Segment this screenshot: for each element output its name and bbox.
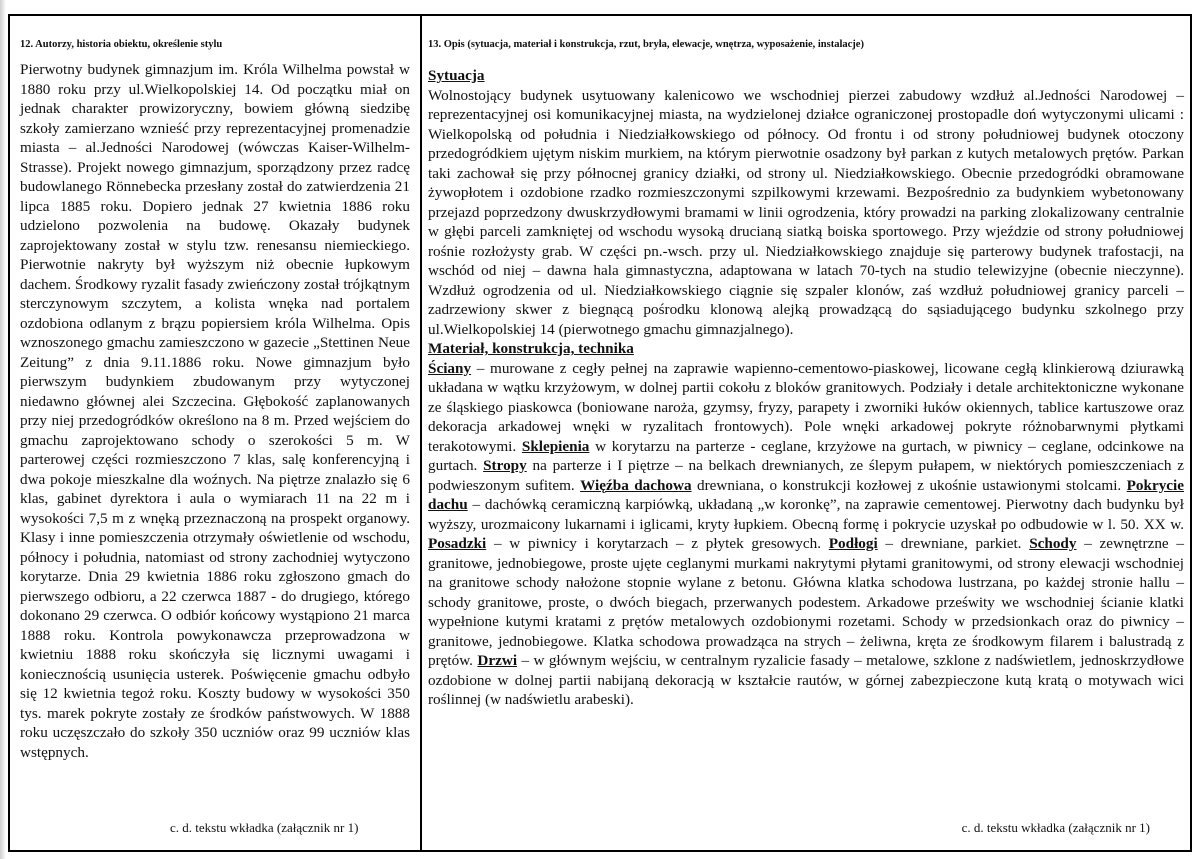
doors-keyword: Drzwi	[477, 652, 518, 669]
floors-keyword: Posadzki	[428, 535, 487, 552]
truss-keyword: Więźba dachowa	[580, 476, 692, 494]
truss-text: drewniana, o konstrukcji kozłowej z ukośnie ustawionymi stolcami.	[691, 476, 1127, 494]
material-heading: Materiał, konstrukcja, technika	[428, 340, 634, 357]
ceilings-text: na parterze i I piętrze – na belkach drewnianych, ze ślepym pułapem, w niektórych pomieszczeniach z podwieszonym sufitem.	[428, 457, 1184, 494]
ceilings-keyword: Stropy	[483, 457, 527, 474]
roof-text: – dachówką ceramiczną karpiówką, układaną „w koronkę”, na zaprawie cementowej. Pierwotny dach budynku był wyższy, urozmaicony lukarnami i iglicami, kryty łupkiem. Obecną formę i pokrycie uzyskał po odbudowie w l. 50. XX w.	[428, 496, 1184, 533]
walls-keyword: Ściany	[428, 359, 472, 377]
scan-edge-shadow	[0, 0, 6, 859]
material-paragraph	[428, 359, 1184, 710]
walls-text: – murowane z cegły pełnej na zaprawie wapienno-cementowo-piaskowej, licowane cegłą klinkierową dziurawką układana w wątku krzyżowym, w dolnej partii cokołu z bloków granitowych. Podziały i detale architektoniczne wykonane ze śląskiego piaskowca (boniowane naroża, gzymsy, fryzy, parapety i zworniki łuków okiennych, tablice kartuszowe oraz dekoracja arkadowej wnęki w ryzalitach frontowych). Pole wnęki arkadowej pokryte różnobarwnymi płytkami terakotowymi.	[428, 359, 1184, 455]
vaults-keyword: Sklepienia	[521, 437, 590, 455]
stairs-keyword: Schody	[1029, 535, 1077, 552]
description-text-block	[428, 66, 1184, 710]
section-12-header: 12. Autorzy, historia obiektu, określenie stylu	[20, 39, 223, 50]
left-continuation-note: c. d. tekstu wkładka (załącznik nr 1)	[170, 820, 359, 835]
right-continuation-note: c. d. tekstu wkładka (załącznik nr 1)	[961, 820, 1150, 835]
roof-keyword: Pokrycie dachu	[428, 476, 1184, 513]
form-sheet	[8, 14, 1192, 852]
section-13-header: 13. Opis (sytuacja, materiał i konstrukcja, rzut, bryła, elewacje, wnętrza, wyposażenie, instalacje)	[428, 39, 864, 50]
vaults-text: w korytarzu na parterze - ceglane, krzyżowe na gurtach, w piwnicy – ceglane, odcinkowe na gurtach.	[428, 437, 1185, 474]
situation-paragraph: Wolnostojący budynek usytuowany kalenicowo we wschodniej pierzei zabudowy wzdłuż al.Jedności Narodowej – reprezentacyjnej osi komunikacyjnej miasta, na wydzielonej działce ograniczonej prostopadle doń wytyczonymi ulicami : Wielkopolską od południa i Niedziałkowskiego od północy. Od frontu i od strony południowej budynek otoczony przedogródkiem ujętym niskim murkiem, na którym pierwotnie osadzony był parkan z kutych metalowych prętów. Parkan taki zachował się przy północnej granicy działki, od strony ul. Niedziałkowskiego. Obecnie przedogródki obramowane żywopłotem i ozdobione rzadko rozmieszczonymi szpilkowymi krzewami. Bezpośrednio za budynkiem wybetonowany przejazd poprzedzony dwuskrzydłowymi bramami w linii ogrodzenia, który prowadzi na parking zlokalizowany centralnie w głębi parceli zamkniętej od wschodu wysoką drucianą siatką boiska sportowego. Przy wjeździe od strony południowej rośnie rozłożysty grab. W części pn.-wsch. przy ul. Niedziałkowskiego znajduje się parterowy budynek trafostacji, na wschód od niej – dawna hala gimnastyczna, adaptowana w latach 70-tych na studio telewizyjne (obecnie nieczynne). Wzdłuż ogrodzenia od ul. Niedziałkowskiego ciągnie się szpaler klonów, zaś wzdłuż południowej granicy parceli – zadrzewiony skwer z biegnącą pośrodku klonową alejką prowadzącą do sąsiadującego budynku szkolnego przy ul.Wielkopolskiej 14 (pierwotnego gmachu gimnazjalnego).	[428, 86, 1184, 338]
right-column	[422, 16, 1190, 850]
doors-text: – w głównym wejściu, w centralnym ryzalicie fasady – metalowe, szklone z nadświetlem, jednoskrzydłowe ozdobione w dolnej partii nabijaną dekoracją w kształcie rautów, w górnej zabezpieczone kutą kratą o motywach wici roślinnej (w nadświetlu arabeski).	[428, 652, 1185, 708]
history-paragraph: Pierwotny budynek gimnazjum im. Króla Wilhelma powstał w 1880 roku przy ul.Wielkopolskiej 14. Od początku miał on jednak charakter prowizoryczny, bowiem główną siedzibę szkoły zamierzano wznieść przy reprezentacyjnej promenadzie miasta – al.Jedności Narodowej (wówczas Kaiser-Wilhelm-Strasse). Projekt nowego gimnazjum, sporządzony przez radcę budowlanego Rönnebecka przesłany został do zatwierdzenia 21 lipca 1885 roku. Dopiero jednak 27 kwietnia 1886 roku udzielono pozwolenia na budowę. Okazały budynek zaprojektowany został w stylu tzw. renesansu niemieckiego. Pierwotnie nakryty był wyższym niż obecnie łupkowym dachem. Środkowy ryzalit fasady zwieńczony został trójkątnym sterczynowym szczytem, a kolista wnęka nad portalem ozdobiona odlanym z brązu popiersiem króla Wilhelma. Opis wznoszonego gmachu zamieszczono w gazecie „Stettinen Neue Zeitung” z dnia 9.11.1886 roku. Nowe gimnazjum było pierwszym budynkiem zbudowanym przy wytyczonej niedawno głównej alei Szczecina. Głębokość zaplanowanych przy niej przedogródków określono na 8 m. Przed wejściem do gmachu zaprojektowano schody o szerokości 5 m. W parterowej części rozmieszczono 7 klas, salę konferencyjną i dwa pokoje mieszkalne dla woźnych. Na piętrze znalazło się 6 klas, gabinet dyrektora i aula o wymiarach 11 na 22 m i wysokości 7,5 m z wnęką przeznaczoną na prospekt organowy. Klasy i inne pomieszczenia otrzymały oświetlenie od wschodu, północy i południa, natomiast od strony zachodniej wytyczono korytarze. Dnia 29 kwietnia 1886 roku zgłoszono gmach do pierwszego odbioru, a 22 czerwca 1887 - do drugiego, którego dokonano 29 czerwca. O odbiór końcowy wystąpiono 21 marca 1888 roku. Kontrola powykonawcza przeprowadzona w kwietniu 1888 roku skończyła się licznymi uwagami i koniecznością usunięcia usterek. Poświęcenie gmachu odbyło się 12 kwietnia tegoż roku. Koszty budowy w wysokości 350 tys. marek pokryte zostały ze środków państwowych. W 1888 roku uczęszczało do szkoły 350 uczniów oraz 99 uczniów klas wstępnych.	[20, 61, 410, 761]
left-column	[10, 16, 420, 850]
floorings-text: – drewniane, parkiet.	[877, 535, 1030, 552]
floors-text: – w piwnicy i korytarzach – z płytek gresowych.	[486, 535, 829, 552]
situation-heading: Sytuacja	[428, 67, 485, 84]
floorings-keyword: Podłogi	[828, 535, 878, 552]
history-text-block	[20, 60, 410, 762]
stairs-text: – zewnętrzne – granitowe, jednobiegowe, proste ujęte ceglanymi murkami nakrytymi płytami granitowymi, od strony elewacji wschodniej na granitowe schody nałożone stopnie wylane z betonu. Główna klatka schodowa lustrzana, po każdej stronie hallu – schody granitowe, proste, o dwóch biegach, przerwanych podestem. Arkadowe prześwity we wschodniej ścianie klatki wypełnione kutymi kratami z prętów metalowych ozdobionymi rozetami. Schody w przedsionkach oraz do piwnicy – granitowe, jednobiegowe. Klatka schodowa prowadząca na strych – żeliwna, kręta ze środkowym filarem i balustradą z prętów.	[428, 535, 1184, 669]
